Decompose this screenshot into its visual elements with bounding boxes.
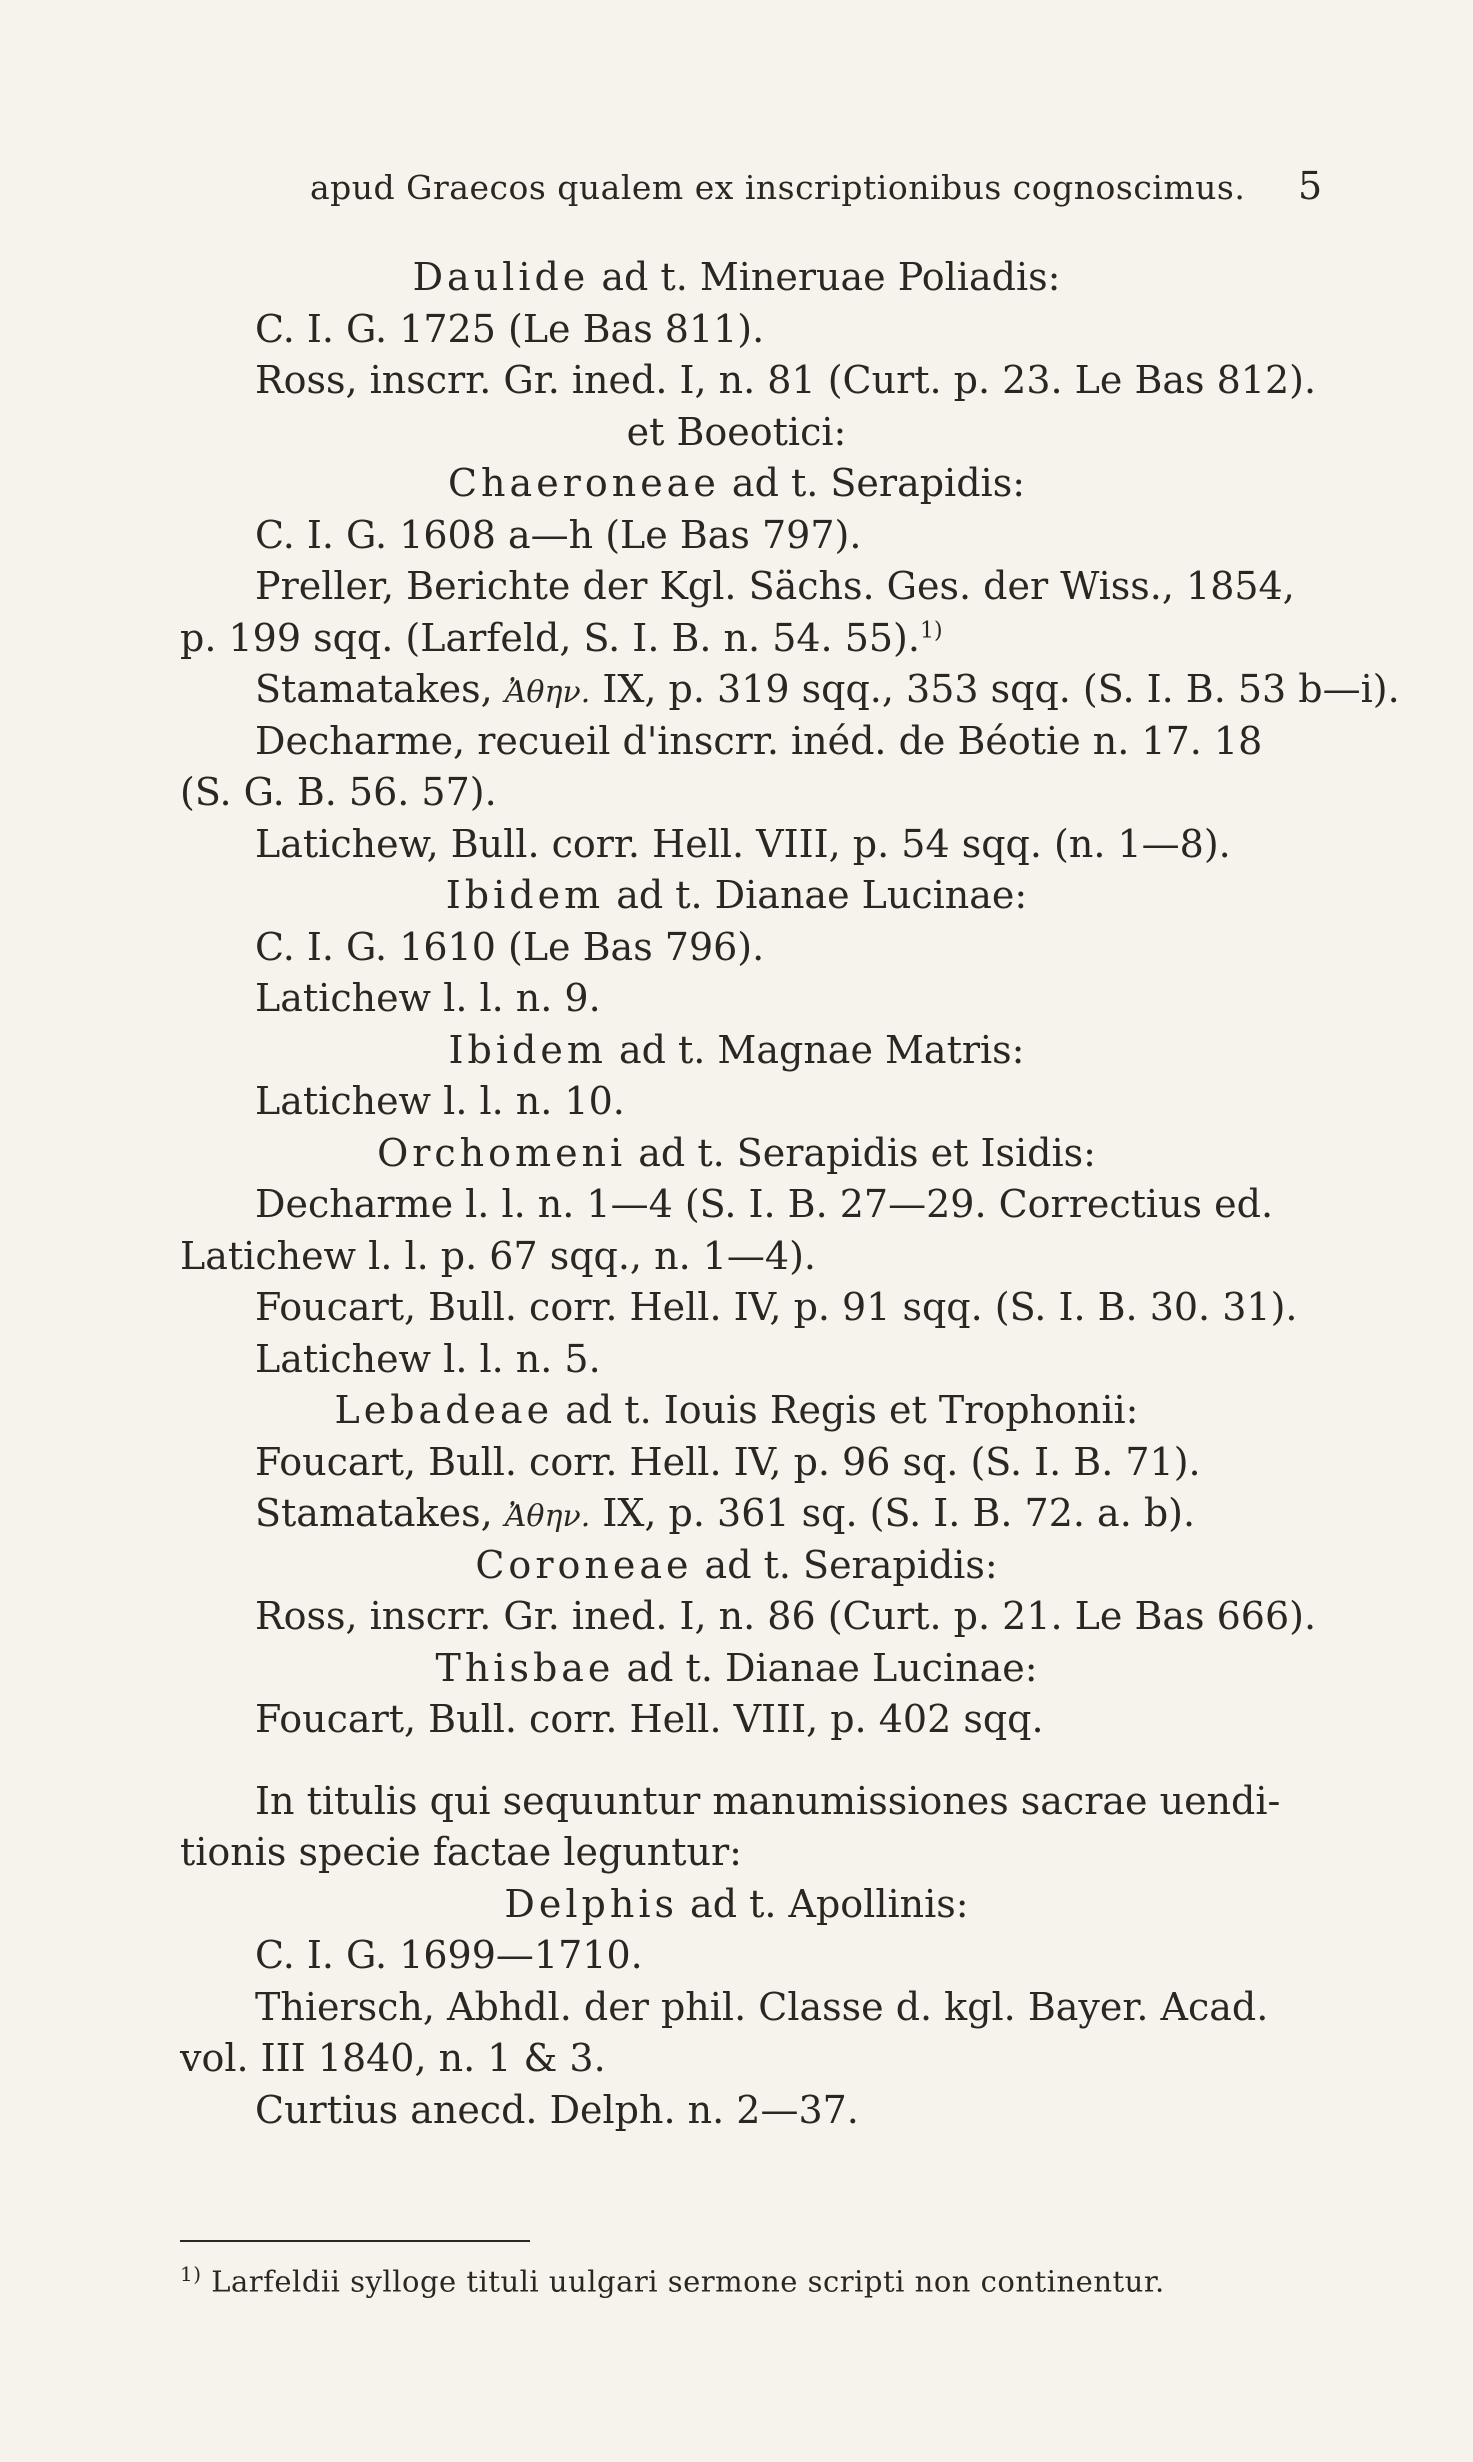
greek-abbrev: Ἀθην.	[504, 675, 591, 710]
running-title: apud Graecos qualem ex inscriptionibus cognoscimus.	[310, 168, 1246, 207]
footnote-rule	[180, 2240, 530, 2242]
text-line	[255, 1697, 1044, 1741]
text-line	[255, 1336, 601, 1381]
line-text: et Boeotici:	[626, 409, 847, 454]
text-line	[255, 1079, 625, 1123]
text-line	[255, 1491, 1196, 1535]
heading-place: Orchomeni	[377, 1130, 627, 1175]
line-text: tionis specie factae leguntur:	[180, 1830, 742, 1874]
line-text: ad t. Dianae Lucinae:	[614, 1645, 1038, 1690]
line-text: vol. III 1840, n. 1 & 3.	[180, 2036, 606, 2080]
line-text: ad t. Iouis Regis et Trophonii:	[553, 1388, 1139, 1432]
text-line	[255, 2087, 859, 2132]
line-text: In titulis qui sequuntur manumissiones sacrae uendi-	[255, 1778, 1281, 1823]
line-text: Foucart, Bull. corr. Hell. IV, p. 96 sq. (S. I. B. 71).	[255, 1439, 1201, 1484]
line-text: p. 199 sqq. (Larfeld, S. I. B. n. 54. 55).	[180, 615, 920, 660]
text-line	[255, 306, 765, 351]
heading-place: Ibidem	[448, 1027, 607, 1072]
line-text: Latichew, Bull. corr. Hell. VIII, p. 54 sqq. (n. 1—8).	[255, 821, 1231, 866]
line-text: ad t. Dianae Lucinae:	[604, 873, 1028, 917]
footnote	[180, 2262, 1165, 2299]
line-text: ad t. Serapidis:	[719, 461, 1025, 505]
text-line	[0, 1881, 1473, 1926]
text-line	[0, 1027, 1473, 1072]
line-text: (S. G. B. 56. 57).	[180, 770, 497, 814]
line-text: Thiersch, Abhdl. der phil. Classe d. kgl. Bayer. Acad.	[255, 1984, 1269, 2029]
line-text: IX, p. 319 sqq., 353 sqq. (S. I. B. 53 b—i).	[590, 667, 1400, 711]
line-text: C. I. G. 1608 a—h (Le Bas 797).	[255, 512, 862, 557]
text-line	[0, 1542, 1473, 1587]
heading-place: Ibidem	[445, 873, 605, 917]
heading-place: Coroneae	[475, 1542, 693, 1587]
text-line	[255, 718, 1263, 763]
text-line	[255, 1594, 1317, 1638]
heading-place: Lebadeae	[334, 1388, 554, 1432]
text-line	[0, 461, 1473, 505]
line-text: Decharme, recueil d'inscrr. inéd. de Béotie n. 17. 18	[255, 718, 1263, 763]
heading-place: Thisbae	[435, 1645, 615, 1690]
line-text: Ross, inscrr. Gr. ined. I, n. 81 (Curt. p. 23. Le Bas 812).	[255, 358, 1317, 402]
text-line	[0, 255, 1473, 299]
text-line	[255, 512, 862, 557]
greek-abbrev: Ἀθην.	[504, 1499, 591, 1534]
line-text: ad t. Apollinis:	[677, 1881, 969, 1926]
text-line	[0, 873, 1473, 917]
text-line	[255, 564, 1295, 608]
text-line	[180, 770, 497, 814]
line-text: ad t. Mineruae Poliadis:	[589, 255, 1061, 299]
footnote-text: Larfeldii sylloge tituli uulgari sermone scripti non continentur.	[211, 2264, 1165, 2299]
footnote-mark: 1)	[180, 2262, 202, 2286]
text-line	[180, 615, 943, 660]
line-text: Latichew l. l. n. 5.	[255, 1336, 601, 1381]
line-text: Stamatakes,	[255, 667, 505, 711]
line-text: IX, p. 361 sq. (S. I. B. 72. a. b).	[590, 1491, 1196, 1535]
line-text: ad t. Magnae Matris:	[606, 1027, 1025, 1072]
text-line	[255, 1933, 643, 1977]
text-line	[255, 1285, 1298, 1329]
line-text: C. I. G. 1725 (Le Bas 811).	[255, 306, 765, 351]
page-number: 5	[1298, 164, 1323, 208]
text-line	[255, 924, 765, 969]
text-line	[0, 409, 1473, 454]
text-line	[0, 1645, 1473, 1690]
heading-place: Daulide	[412, 255, 590, 299]
text-line	[255, 667, 1400, 711]
footnote-ref: 1)	[919, 617, 943, 643]
text-line	[255, 358, 1317, 402]
heading-place: Chaeroneae	[447, 461, 720, 505]
text-line	[180, 2036, 606, 2080]
line-text: Ross, inscrr. Gr. ined. I, n. 86 (Curt. p. 21. Le Bas 666).	[255, 1594, 1317, 1638]
line-text: Decharme l. l. n. 1—4 (S. I. B. 27—29. Correctius ed.	[255, 1182, 1274, 1226]
text-line	[180, 1830, 742, 1874]
text-line	[255, 1439, 1201, 1484]
line-text: C. I. G. 1699—1710.	[255, 1933, 643, 1977]
line-text: Foucart, Bull. corr. Hell. VIII, p. 402 sqq.	[255, 1697, 1044, 1741]
text-line	[255, 1984, 1269, 2029]
line-text: Curtius anecd. Delph. n. 2—37.	[255, 2087, 859, 2132]
line-text: Latichew l. l. p. 67 sqq., n. 1—4).	[180, 1233, 816, 1278]
text-line	[0, 1130, 1473, 1175]
line-text: Latichew l. l. n. 10.	[255, 1079, 625, 1123]
text-line	[255, 821, 1231, 866]
line-text: Foucart, Bull. corr. Hell. IV, p. 91 sqq. (S. I. B. 30. 31).	[255, 1285, 1298, 1329]
line-text: C. I. G. 1610 (Le Bas 796).	[255, 924, 765, 969]
text-line	[255, 1182, 1274, 1226]
line-text: Latichew l. l. n. 9.	[255, 976, 601, 1020]
line-text: Stamatakes,	[255, 1491, 505, 1535]
heading-place: Delphis	[504, 1881, 678, 1926]
line-text: Preller, Berichte der Kgl. Sächs. Ges. der Wiss., 1854,	[255, 564, 1295, 608]
text-line	[255, 1778, 1281, 1823]
text-line	[255, 976, 601, 1020]
line-text: ad t. Serapidis et Isidis:	[626, 1130, 1096, 1175]
text-line	[180, 1233, 816, 1278]
line-text: ad t. Serapidis:	[692, 1542, 998, 1587]
text-line	[0, 1388, 1473, 1432]
